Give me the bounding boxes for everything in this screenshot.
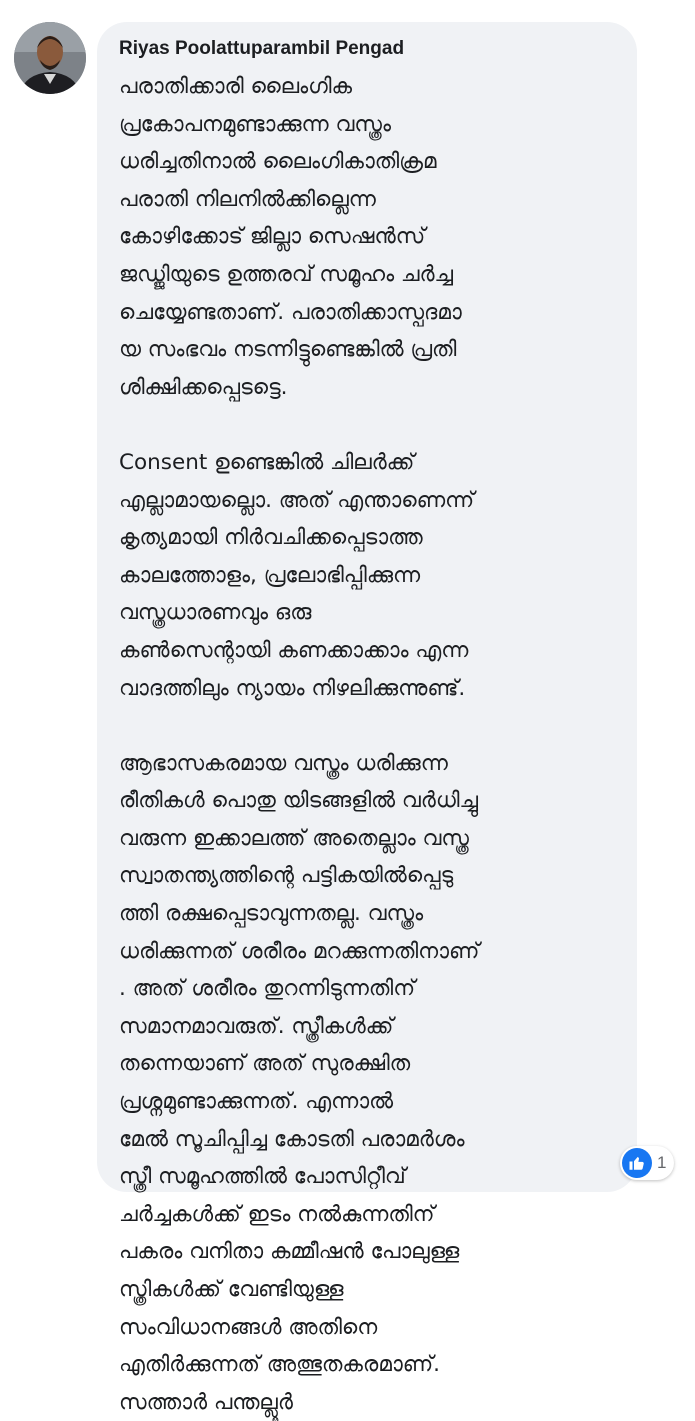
comment-line: എല്ലാമായല്ലൊ. അത് എന്താണെന്ന് [119, 487, 475, 513]
comment-line: രീതികൾ പൊതു യിടങ്ങളിൽ വർധിച്ചു [119, 788, 478, 814]
reaction-count: 1 [657, 1153, 667, 1172]
comment-line: കൃത്യമായി നിർവചിക്കപ്പെടാത്ത [119, 525, 423, 551]
comment-author[interactable]: Riyas Poolattuparambil Pengad [119, 38, 405, 59]
comment-line: ത്തി രക്ഷപ്പെടാവുന്നതല്ല. വസ്ത്രം [119, 901, 424, 927]
comment-line: ചെയ്യേണ്ടതാണ്. പരാതിക്കാസ്പദമാ [119, 299, 462, 325]
comment-line: സ്ത്രികൾക്ക് വേണ്ടിയുള്ള [119, 1277, 344, 1302]
comment-line: പ്രശ്നമുണ്ടാക്കുന്നത്. എന്നാൽ [119, 1089, 394, 1115]
comment-line: വരുന്ന ഇക്കാലത്ത് അതെല്ലാം വസ്ത്ര [119, 825, 469, 851]
comment-line: ധരിക്കുന്നത് ശരീരം മറക്കുന്നതിനാണ് [119, 938, 480, 964]
comment-line: പകരം വനിതാ കമ്മീഷൻ പോലുള്ള [119, 1239, 460, 1265]
comment-line: സംവിധാനങ്ങൾ അതിനെ [119, 1314, 378, 1340]
comment-line: മേൽ സൂചിപ്പിച്ച കോടതി പരാമർശം [119, 1126, 465, 1152]
comment-line: പരാതി നിലനിൽക്കില്ലെന്ന [119, 186, 376, 212]
comment-line: വസ്ത്രധാരണവും ഒരു [119, 600, 312, 626]
reaction-summary[interactable] [620, 1146, 674, 1180]
paragraph-break [119, 406, 617, 444]
comment-line: ജഡ്ജിയുടെ ഉത്തരവ് സമൂഹം ചർച്ച [119, 261, 453, 287]
comment-body [119, 68, 617, 1421]
avatar-photo [14, 22, 86, 94]
avatar[interactable] [14, 22, 86, 94]
comment-line: തന്നെയാണ് അത് സുരക്ഷിത [119, 1051, 411, 1077]
comment-line: കാലത്തോളം, പ്രലോഭിപ്പിക്കുന്ന [119, 562, 421, 588]
comment-line: കൺസെന്റായി കണക്കാക്കാം എന്ന [119, 637, 469, 663]
comment-line: വാദത്തിലും ന്യായം നിഴലിക്കുന്നുണ്ട്. [119, 675, 466, 701]
comment-line: യ സംഭവം നടന്നിട്ടുണ്ടെങ്കിൽ പ്രതി [119, 337, 457, 363]
paragraph-break [119, 707, 617, 745]
comment-line: . അത് ശരീരം തുറന്നിടുന്നതിന് [119, 976, 416, 1002]
comment-line: സമാനമാവരുത്. സ്ത്രീകൾക്ക് [119, 1013, 394, 1039]
comment-line: പ്രകോപനമുണ്ടാക്കുന്ന വസ്ത്രം [119, 111, 391, 137]
thumbs-up-icon [622, 1148, 652, 1178]
comment-line: സത്താർ പന്തല്ലൂർ [119, 1389, 293, 1415]
comment-line: സ്വാതന്ത്യത്തിന്റെ പട്ടികയിൽപ്പെടു [119, 863, 454, 889]
comment-line: ആഭാസകരമായ വസ്ത്രം ധരിക്കുന്ന [119, 750, 448, 776]
comment-line: സ്ത്രീ സമൂഹത്തിൽ പോസിറ്റീവ് [119, 1164, 406, 1190]
comment-line: കോഴിക്കോട് ജില്ലാ സെഷൻസ് [119, 224, 426, 250]
comment-line: Consent ഉണ്ടെങ്കിൽ ചിലർക്ക് [119, 449, 415, 475]
comment-line: എതിർക്കുന്നത് അത്ഭുതകരമാണ്. [119, 1352, 440, 1378]
comment-line: പരാതിക്കാരി ലൈംഗിക [119, 74, 353, 99]
comment-line: ധരിച്ചതിനാൽ ലൈംഗികാതിക്രമ [119, 149, 437, 175]
comment-line: ശിക്ഷിക്കപ്പെടട്ടെ. [119, 374, 288, 400]
comment-line: ചർച്ചകൾക്ക് ഇടം നൽകുന്നതിന് [119, 1201, 435, 1227]
comment-bubble [97, 22, 637, 1415]
